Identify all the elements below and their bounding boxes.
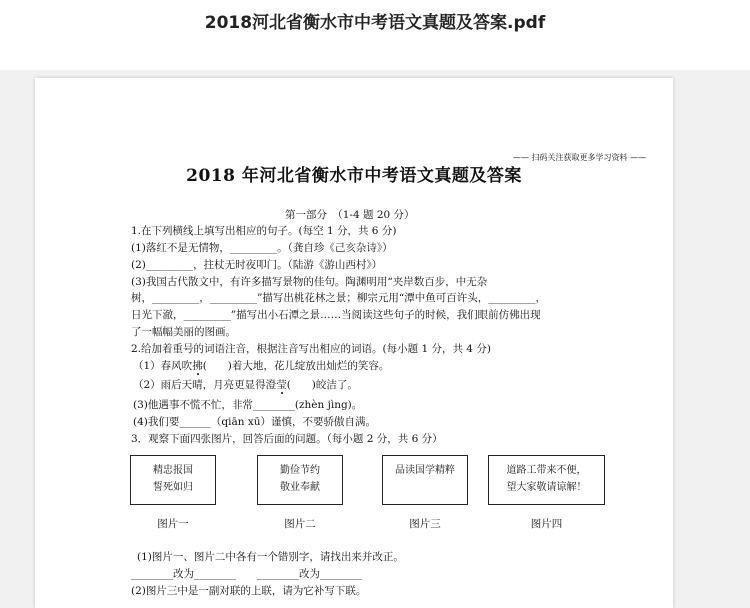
- q2-2-post: ( )皎洁了。: [286, 379, 358, 391]
- q3-1-blanks: ________改为________ ________改为________: [131, 568, 362, 580]
- q1-2: (2)_________，拄杖无时夜叩门。（陆游《游山西村》）: [131, 259, 383, 271]
- section-heading: 第一部分 （1-4 题 20 分）: [285, 209, 415, 221]
- q1-3-line3: 日光下澈，_________”描写出小石潭之景……当阅读这些句子的时候，我们眼前仿佛出现: [131, 309, 541, 321]
- q1-stem: 1.在下列横线上填写出相应的句子。(每空 1 分，共 6 分): [131, 225, 397, 237]
- exam-title: 2018 年河北省衡水市中考语文真题及答案: [186, 166, 522, 186]
- viewer-toolbar: [0, 0, 750, 70]
- picture-caption-4: 图片四: [530, 518, 563, 530]
- picture-1-line1: 精忠报国: [153, 465, 193, 476]
- q2-2-emphasis: 莹: [276, 379, 287, 391]
- q3-2: (2)图片三中是一副对联的上联，请为它补写下联。: [131, 585, 367, 597]
- pdf-page: [35, 78, 673, 608]
- picture-box-1: [130, 455, 216, 505]
- picture-caption-1: 图片一: [157, 518, 189, 530]
- q3-1: (1)图片一、图片二中各有一个错别字，请找出来并改正。: [137, 551, 404, 563]
- q2-2-pre: （2）雨后天晴，月亮更显得澄: [133, 379, 277, 391]
- q3-stem: 3．观察下面四张图片，回答后面的问题。（每小题 2 分，共 6 分）: [131, 433, 443, 445]
- q2-3: (3)他遇事不慌不忙，非常________(zhèn jìng)。: [133, 399, 363, 411]
- picture-2-line2: 敬业奉献: [280, 482, 320, 493]
- q2-2: [133, 378, 358, 392]
- q1-3-line4: 了一幅幅美丽的图画。: [131, 326, 236, 338]
- q1-1: (1)落红不是无情物，_________。（龚自珍《己亥杂诗》）: [131, 242, 393, 254]
- q2-1-emphasis: 拂: [192, 360, 203, 372]
- picture-box-3: [382, 455, 468, 505]
- picture-box-2: [257, 455, 343, 505]
- promo-banner: —— 扫码关注获取更多学习资料 ——: [513, 153, 647, 162]
- q1-3-line2: 树，_________，_________”描写出桃花林之景；柳宗元用“潭中鱼可百许头，_________，: [131, 292, 546, 304]
- picture-1-line2: 誓死如归: [153, 482, 193, 493]
- picture-caption-2: 图片二: [284, 518, 316, 530]
- picture-2-line1: 勤俭节约: [280, 465, 320, 476]
- q2-1-pre: （1）春风吹: [133, 360, 193, 372]
- picture-caption-3: 图片三: [409, 518, 441, 530]
- q2-1: [133, 359, 389, 373]
- picture-4-line1: 道路工带来不便，: [506, 465, 587, 476]
- q2-4: (4)我们要______（qiān xū）谨慎，不要骄傲自满。: [133, 416, 376, 428]
- picture-box-4: [488, 455, 605, 505]
- q2-stem: 2.给加着重号的词语注音，根据注音写出相应的词语。(每小题 1 分，共 4 分): [131, 343, 491, 355]
- q1-3-line1: (3)我国古代散文中，有许多描写景物的佳句。陶渊明用“夹岸数百步，中无杂: [131, 276, 488, 288]
- document-title: 2018河北省衡水市中考语文真题及答案.pdf: [204, 13, 546, 33]
- q2-1-post: ( )着大地，花儿绽放出灿烂的笑容。: [202, 360, 390, 372]
- picture-4-line2: 望大家敬请谅解！: [506, 482, 587, 493]
- picture-3-line1: 品读国学精粹: [395, 465, 455, 476]
